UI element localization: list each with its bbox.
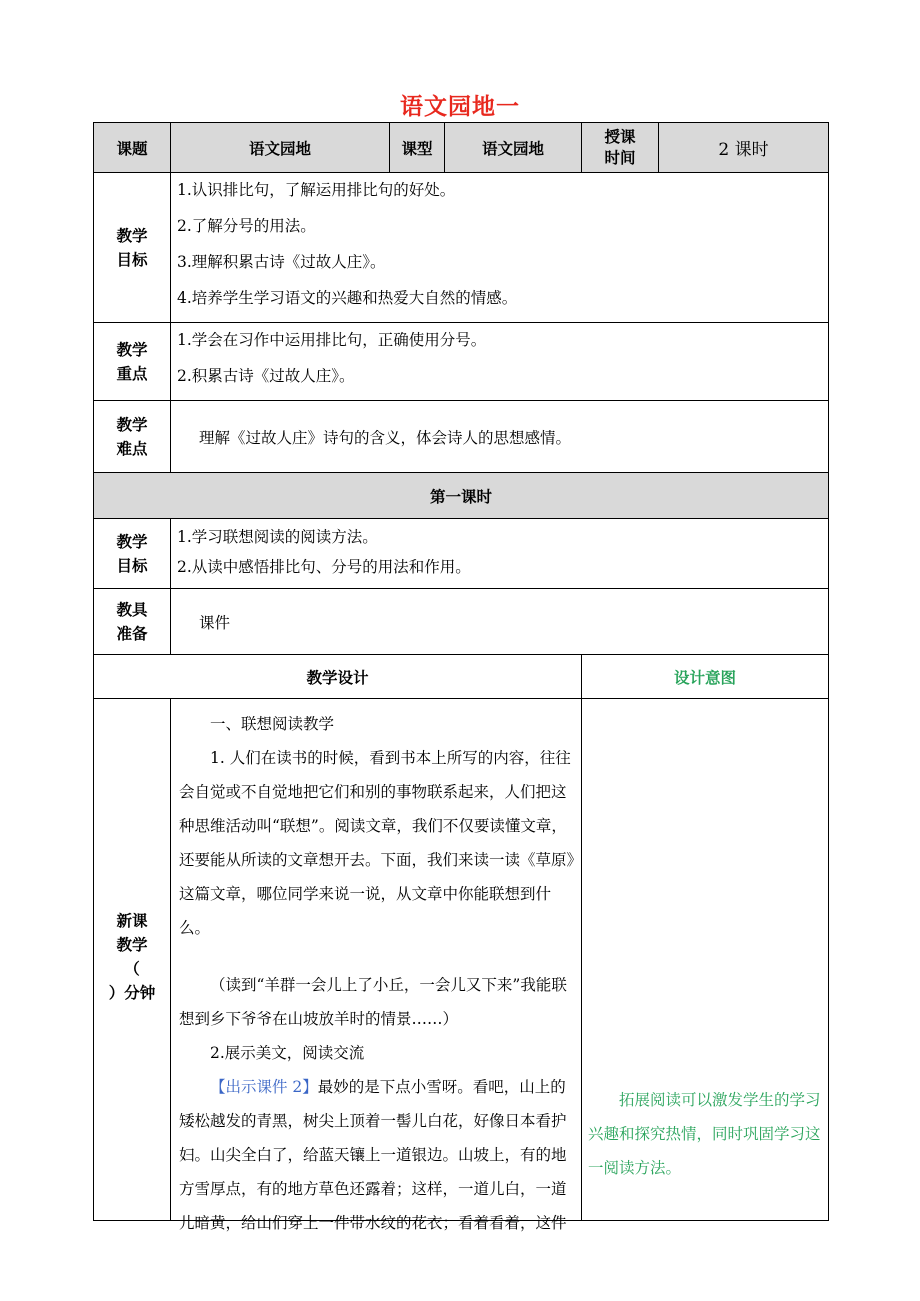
materials-text: 课件 (171, 589, 829, 655)
header-row (94, 123, 829, 173)
materials-row (94, 589, 829, 655)
goals-row (94, 173, 829, 323)
goal-item: 3.理解积累古诗《过故人庄》。 (177, 253, 386, 271)
section-label (94, 699, 171, 1221)
time-label-line-1: 授课 (604, 127, 636, 146)
goals-label-line-2: 目标 (116, 250, 148, 269)
courseware-tag: 【出示课件 2】 (210, 1078, 318, 1096)
time-value: 2 课时 (659, 123, 829, 173)
lesson-goals-list (171, 519, 829, 589)
materials-label-line-1: 教具 (116, 600, 148, 619)
key-points-row (94, 323, 829, 401)
lesson-plan-table (93, 122, 829, 1232)
key-points-label (94, 323, 171, 401)
design-content (171, 699, 582, 1232)
lesson-goals-label-line-2: 目标 (116, 556, 148, 575)
goals-list (171, 173, 829, 323)
section-label-line-4: ）分钟 (108, 984, 156, 1002)
key-point-item: 2.积累古诗《过故人庄》。 (177, 367, 355, 385)
difficulties-label-line-1: 教学 (116, 415, 148, 434)
goals-label (94, 173, 171, 323)
design-paragraph-3: 2.展示美文，阅读交流 (210, 1044, 365, 1062)
goal-item: 2.了解分号的用法。 (177, 217, 316, 235)
intent-content (582, 699, 829, 1221)
goals-label-line-1: 教学 (116, 226, 148, 245)
key-point-item: 1.学会在习作中运用排比句，正确使用分号。 (177, 331, 487, 349)
time-label-line-2: 时间 (604, 148, 636, 167)
type-label: 课型 (390, 123, 445, 173)
lesson-goal-item: 1.学习联想阅读的阅读方法。 (177, 528, 378, 546)
section-label-line-2: 教学 (116, 936, 148, 954)
lesson-one-heading: 第一课时 (94, 473, 829, 519)
design-paragraph-2: （读到“羊群一会儿上了小丘，一会儿又下来”我能联想到乡下爷爷在山坡放羊时的情景……） (179, 976, 567, 1028)
difficulties-label (94, 401, 171, 473)
materials-label-line-2: 准备 (116, 624, 148, 643)
key-points-list (171, 323, 829, 401)
type-value: 语文园地 (445, 123, 582, 173)
section-label-line-1: 新课 (116, 912, 148, 930)
design-paragraph-4 (179, 1070, 575, 1240)
design-paragraph-4-text: 最妙的是下点小雪呀。看吧，山上的矮松越发的青黑，树尖上顶着一髻儿白花，好像日本看护妇。山尖全白了，给蓝天镶上一道银边。山坡上，有的地方雪厚点，有的地方草色还露着；这样，一道儿白，一道儿暗黄，给山们穿上一件带水纹的花衣；看着看着，这件 (179, 1078, 567, 1232)
topic-value: 语文园地 (171, 123, 390, 173)
section-row (94, 699, 829, 1221)
lesson-goal-item: 2.从读中感悟排比句、分号的用法和作用。 (177, 558, 471, 576)
time-label (582, 123, 659, 173)
key-points-label-line-1: 教学 (116, 340, 148, 359)
materials-label (94, 589, 171, 655)
goal-item: 1.认识排比句，了解运用排比句的好处。 (177, 181, 456, 199)
difficulties-label-line-2: 难点 (116, 439, 148, 458)
lesson-goals-label (94, 519, 171, 589)
lesson-goals-label-line-1: 教学 (116, 532, 148, 551)
intent-header: 设计意图 (582, 655, 829, 699)
difficulties-text: 理解《过故人庄》诗句的含义，体会诗人的思想感情。 (171, 401, 829, 473)
design-paragraph-1: 1. 人们在读书的时候，看到书本上所写的内容，往往会自觉或不自觉地把它们和别的事物联系起来，人们把这种思维活动叫“联想”。阅读文章，我们不仅要读懂文章，还要能从所读的文章想开去。下面，我们来读一读《草原》这篇文章，哪位同学来说一说，从文章中你能联想到什么。 (179, 749, 575, 937)
goal-item: 4.培养学生学习语文的兴趣和热爱大自然的情感。 (177, 289, 518, 307)
design-header-row (94, 655, 829, 699)
section-label-line-3: （ (124, 960, 140, 978)
section-heading: 一、联想阅读教学 (210, 715, 335, 733)
lesson-goals-row (94, 519, 829, 589)
lesson-one-row (94, 473, 829, 519)
topic-label: 课题 (94, 123, 171, 173)
intent-text: 拓展阅读可以激发学生的学习兴趣和探究热情，同时巩固学习这一阅读方法。 (588, 1091, 821, 1177)
design-header: 教学设计 (94, 655, 582, 699)
page-title: 语文园地一 (400, 94, 520, 120)
key-points-label-line-2: 重点 (116, 364, 148, 383)
difficulties-row (94, 401, 829, 473)
